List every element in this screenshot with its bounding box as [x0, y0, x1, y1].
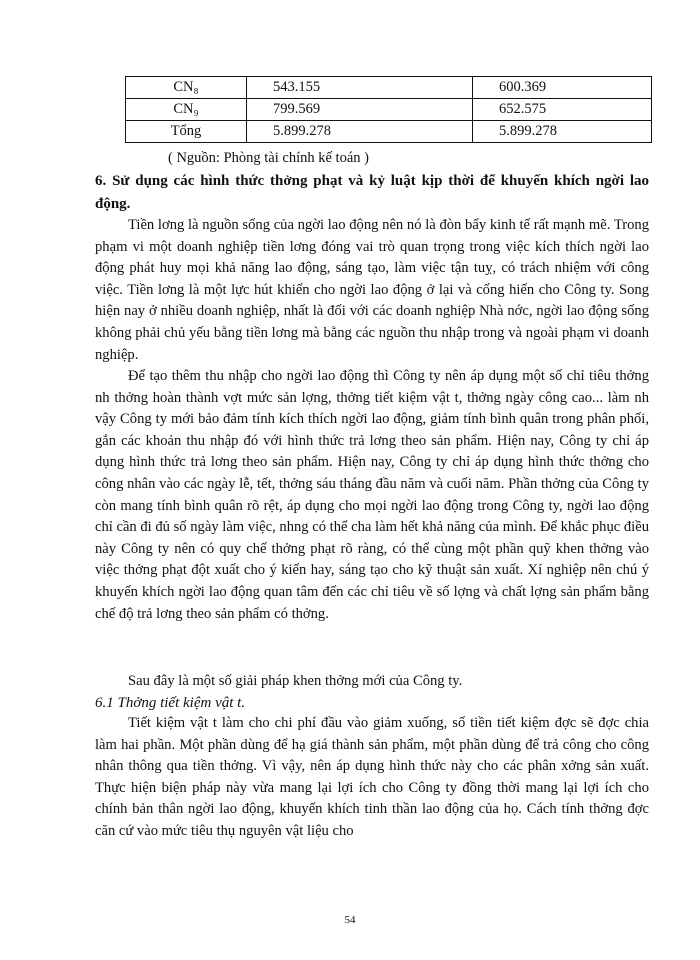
subsection-heading: 6.1 Thởng tiết kiệm vật t.: [95, 695, 246, 711]
table-cell-value: 799.569: [247, 99, 473, 121]
table-cell-value: 652.575: [473, 99, 652, 121]
table-cell-value: 600.369: [473, 77, 652, 99]
table-cell-label: Tổng: [126, 121, 247, 143]
table-row: [126, 77, 652, 99]
table-cell-label: CN₈: [126, 77, 247, 99]
body-paragraph: Để tạo thêm thu nhập cho ngời lao động thì Công ty nên áp dụng một số chỉ tiêu thởng nh thởng hoàn thành vợt mức sản lợng, thởng tiết kiệm vật t, thởng ngày công cao... làm nh vậy Công ty mới bảo đảm tính kích thích ngời lao động, giảm tính bình quân trong phân phối, gắn các khoản thu nhập đó với hình thức trả lơng theo sản phẩm. Hiện nay, Công ty chỉ áp dụng hình thức trả lơng theo sản phẩm. Hiện nay, Công ty chỉ áp dụng hình thức thởng cho công nhân vào các ngày lễ, tết, thởng sáu tháng đầu năm và cuối năm. Phần thởng của Công ty còn mang tính bình quân rõ rệt, áp dụng cho mọi ngời lao động trong Công ty, ngời lao động chỉ cần đi đủ số ngày làm việc, nhng có thể cha làm hết khả năng của mình. Để khắc phục điều này Công ty nên có quy chế thởng phạt rõ ràng, có thể cùng một phần quỹ khen thởng vào việc thởng phạt đột xuất cho ý kiến hay, sáng tạo cho kỹ thuật sản xuất. Xí nghiệp nên chú ý khuyến khích ngời lao động quan tâm đến các chỉ tiêu về số lợng và chất lợng sản phẩm bằng chế độ trả lơng theo sản phẩm có thởng.: [95, 368, 649, 622]
table-cell-value: 5.899.278: [473, 121, 652, 143]
table-cell-label: CN₉: [126, 99, 247, 121]
table-source-note: ( Nguồn: Phòng tài chính kế toán ): [168, 150, 369, 166]
table-cell-value: 5.899.278: [247, 121, 473, 143]
table-cell-value: 543.155: [247, 77, 473, 99]
section-heading: 6. Sử dụng các hình thức thởng phạt và kỷ luật kịp thời để khuyến khích ngời lao động.: [95, 173, 649, 212]
table-row-total: [126, 121, 652, 143]
body-paragraph: Tiền lơng là nguồn sống của ngời lao động nên nó là đòn bẩy kinh tế rất mạnh mẽ. Trong phạm vi một doanh nghiệp tiền lơng đóng vai trò quan trọng trong việc kích thích ngời lao động phát huy mọi khả năng lao động, sáng tạo, làm việc tận tuỵ, có trách nhiệm với công việc. Tiền lơng là một lực hút khiến cho ngời lao động ở lại và cống hiến cho Công ty. Song hiện nay ở nhiều doanh nghiệp, nhất là đối với các doanh nghiệp Nhà nớc, ngời lao động sống không phải chủ yếu bằng tiền lơng mà bằng các nguồn thu nhập trong và ngoài phạm vi doanh nghiệp.: [95, 217, 649, 363]
payroll-table: [125, 76, 652, 143]
body-paragraph: Sau đây là một số giải pháp khen thởng mới của Công ty.: [128, 673, 463, 689]
body-paragraph: Tiết kiệm vật t làm cho chi phí đầu vào giảm xuống, số tiền tiết kiệm đợc sẽ đợc chia làm hai phần. Một phần dùng để hạ giá thành sản phẩm, một phần dùng để trả công cho công nhân thông qua tiền thởng. Vì vậy, nên áp dụng hình thức này cho các phân xởng sản xuất. Thực hiện biện pháp này vừa mang lại lợi ích cho Công ty đồng thời mang lại lợi ích cho chính bản thân ngời lao động, khuyến khích tinh thần lao động của họ. Cách tính thởng đợc căn cứ vào mức tiêu thụ nguyên vật liệu cho: [95, 715, 649, 839]
page-number: 54: [344, 914, 356, 926]
table-row: [126, 99, 652, 121]
